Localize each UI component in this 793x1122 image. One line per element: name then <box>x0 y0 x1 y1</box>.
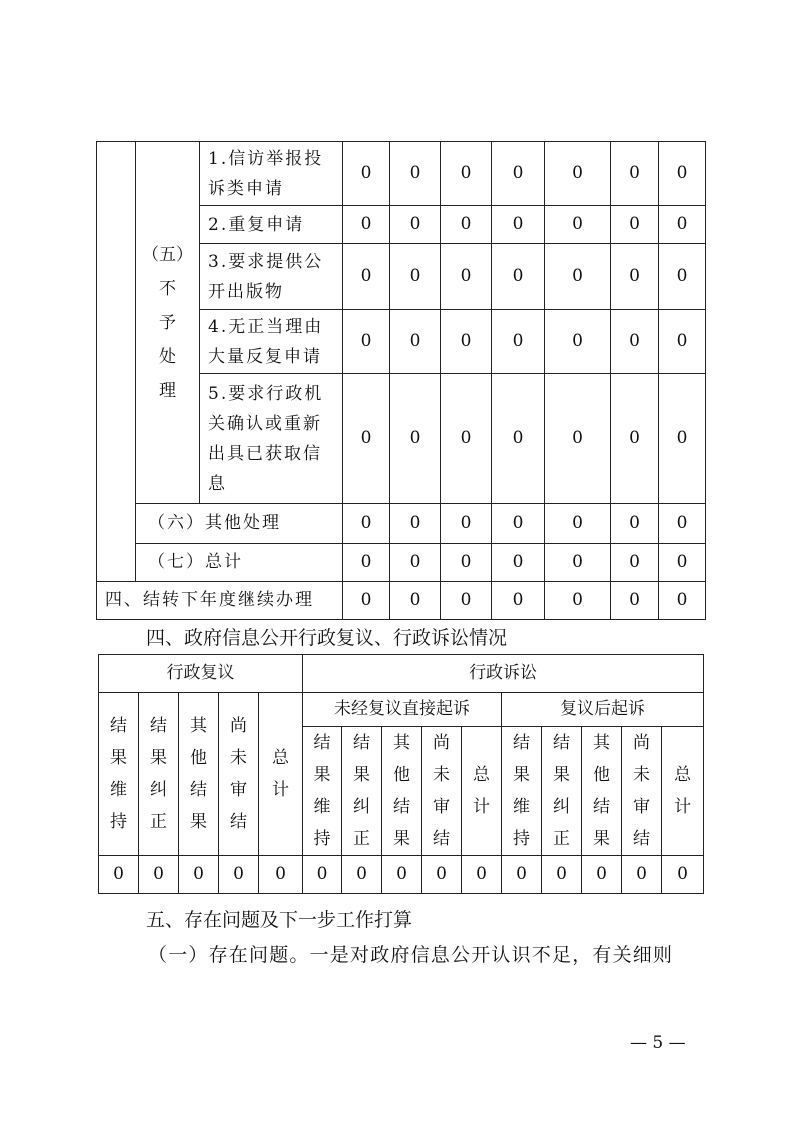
review-col-header: 总 计 <box>259 693 303 856</box>
value-cell: 0 <box>545 310 611 374</box>
value-cell: 0 <box>545 142 611 206</box>
direct-col-header: 结 果 维 持 <box>303 727 342 856</box>
value-cell: 0 <box>441 504 492 544</box>
direct-col-header: 总 计 <box>462 727 502 856</box>
value-cell: 0 <box>422 856 462 894</box>
category-label-line: 予 <box>159 312 176 333</box>
value-cell: 0 <box>659 310 706 374</box>
value-cell: 0 <box>390 206 441 244</box>
sub-item-label: 4.无正当理由大量反复申请 <box>200 310 343 374</box>
value-cell: 0 <box>611 582 659 620</box>
value-cell: 0 <box>611 374 659 504</box>
value-cell: 0 <box>139 856 179 894</box>
category-label-line: 处 <box>159 346 176 367</box>
review-col-header: 结 果 维 持 <box>99 693 139 856</box>
value-cell: 0 <box>99 856 139 894</box>
application-handling-table <box>96 141 706 620</box>
after-col-header: 其 他 结 果 <box>582 727 622 856</box>
sub-item-label: 3.要求提供公开出版物 <box>200 244 343 310</box>
after-col-header: 结 果 纠 正 <box>542 727 582 856</box>
value-cell: 0 <box>545 544 611 582</box>
value-cell: 0 <box>545 206 611 244</box>
value-cell: 0 <box>343 310 390 374</box>
value-cell: 0 <box>342 856 382 894</box>
after-col-header: 结 果 维 持 <box>502 727 542 856</box>
value-cell: 0 <box>441 142 492 206</box>
value-cell: 0 <box>219 856 259 894</box>
review-col-header: 尚 未 审 结 <box>219 693 259 856</box>
value-cell: 0 <box>659 206 706 244</box>
value-cell: 0 <box>492 142 545 206</box>
category-label-line: （五） <box>142 244 193 265</box>
value-cell: 0 <box>390 582 441 620</box>
value-cell: 0 <box>611 142 659 206</box>
category-label-line: 理 <box>159 380 176 401</box>
direct-col-header: 结 果 纠 正 <box>342 727 382 856</box>
value-cell: 0 <box>659 244 706 310</box>
table-row <box>97 504 706 544</box>
litigation-header: 行政诉讼 <box>303 655 704 693</box>
value-row <box>99 856 704 894</box>
value-cell: 0 <box>545 374 611 504</box>
value-cell: 0 <box>492 310 545 374</box>
value-cell: 0 <box>659 504 706 544</box>
value-cell: 0 <box>611 244 659 310</box>
page-number: — 5 — <box>630 1033 686 1053</box>
review-litigation-table <box>98 654 704 894</box>
direct-col-header: 其 他 结 果 <box>382 727 422 856</box>
direct-col-header: 尚 未 审 结 <box>422 727 462 856</box>
value-cell: 0 <box>441 582 492 620</box>
value-cell: 0 <box>659 582 706 620</box>
review-col-header: 结 果 纠 正 <box>139 693 179 856</box>
value-cell: 0 <box>659 374 706 504</box>
value-cell: 0 <box>343 544 390 582</box>
value-cell: 0 <box>611 504 659 544</box>
review-col-header: 其 他 结 果 <box>179 693 219 856</box>
after-review-header: 复议后起诉 <box>502 693 704 727</box>
value-cell: 0 <box>441 244 492 310</box>
value-cell: 0 <box>259 856 303 894</box>
value-cell: 0 <box>441 374 492 504</box>
value-cell: 0 <box>179 856 219 894</box>
value-cell: 0 <box>390 142 441 206</box>
value-cell: 0 <box>343 244 390 310</box>
table-row <box>97 544 706 582</box>
direct-litigation-header: 未经复议直接起诉 <box>303 693 502 727</box>
value-cell: 0 <box>492 504 545 544</box>
sub-item-label: 5.要求行政机关确认或重新出具已获取信息 <box>200 374 343 504</box>
value-cell: 0 <box>545 244 611 310</box>
value-cell: 0 <box>582 856 622 894</box>
category-blank-cell <box>97 142 136 582</box>
value-cell: 0 <box>343 374 390 504</box>
value-cell: 0 <box>492 244 545 310</box>
value-cell: 0 <box>343 504 390 544</box>
value-cell: 0 <box>659 544 706 582</box>
value-cell: 0 <box>441 310 492 374</box>
value-cell: 0 <box>545 504 611 544</box>
carry-row-label: 四、结转下年度继续办理 <box>97 582 343 620</box>
table-row <box>97 142 706 206</box>
other-row-label: （六）其他处理 <box>136 504 343 544</box>
category-label-line: 不 <box>159 278 176 299</box>
value-cell: 0 <box>545 582 611 620</box>
value-cell: 0 <box>390 544 441 582</box>
value-cell: 0 <box>542 856 582 894</box>
value-cell: 0 <box>303 856 342 894</box>
value-cell: 0 <box>343 142 390 206</box>
value-cell: 0 <box>390 244 441 310</box>
section5-title: 五、存在问题及下一步工作打算 <box>146 909 413 931</box>
value-cell: 0 <box>492 374 545 504</box>
table-row <box>97 582 706 620</box>
body-paragraph: （一）存在问题。一是对政府信息公开认识不足，有关细则 <box>148 944 674 966</box>
value-cell: 0 <box>343 206 390 244</box>
value-cell: 0 <box>492 206 545 244</box>
value-cell: 0 <box>659 142 706 206</box>
review-header: 行政复议 <box>99 655 303 693</box>
total-row-label: （七）总计 <box>136 544 343 582</box>
value-cell: 0 <box>611 544 659 582</box>
value-cell: 0 <box>662 856 704 894</box>
value-cell: 0 <box>441 206 492 244</box>
value-cell: 0 <box>390 504 441 544</box>
after-col-header: 总 计 <box>662 727 704 856</box>
value-cell: 0 <box>343 582 390 620</box>
after-col-header: 尚 未 审 结 <box>622 727 662 856</box>
value-cell: 0 <box>462 856 502 894</box>
value-cell: 0 <box>611 206 659 244</box>
value-cell: 0 <box>611 310 659 374</box>
section4-title: 四、政府信息公开行政复议、行政诉讼情况 <box>146 627 508 649</box>
value-cell: 0 <box>502 856 542 894</box>
category-label <box>136 142 200 504</box>
sub-item-label: 1.信访举报投诉类申请 <box>200 142 343 206</box>
value-cell: 0 <box>390 310 441 374</box>
sub-item-label: 2.重复申请 <box>200 206 343 244</box>
value-cell: 0 <box>382 856 422 894</box>
value-cell: 0 <box>492 544 545 582</box>
value-cell: 0 <box>390 374 441 504</box>
value-cell: 0 <box>492 582 545 620</box>
value-cell: 0 <box>622 856 662 894</box>
value-cell: 0 <box>441 544 492 582</box>
